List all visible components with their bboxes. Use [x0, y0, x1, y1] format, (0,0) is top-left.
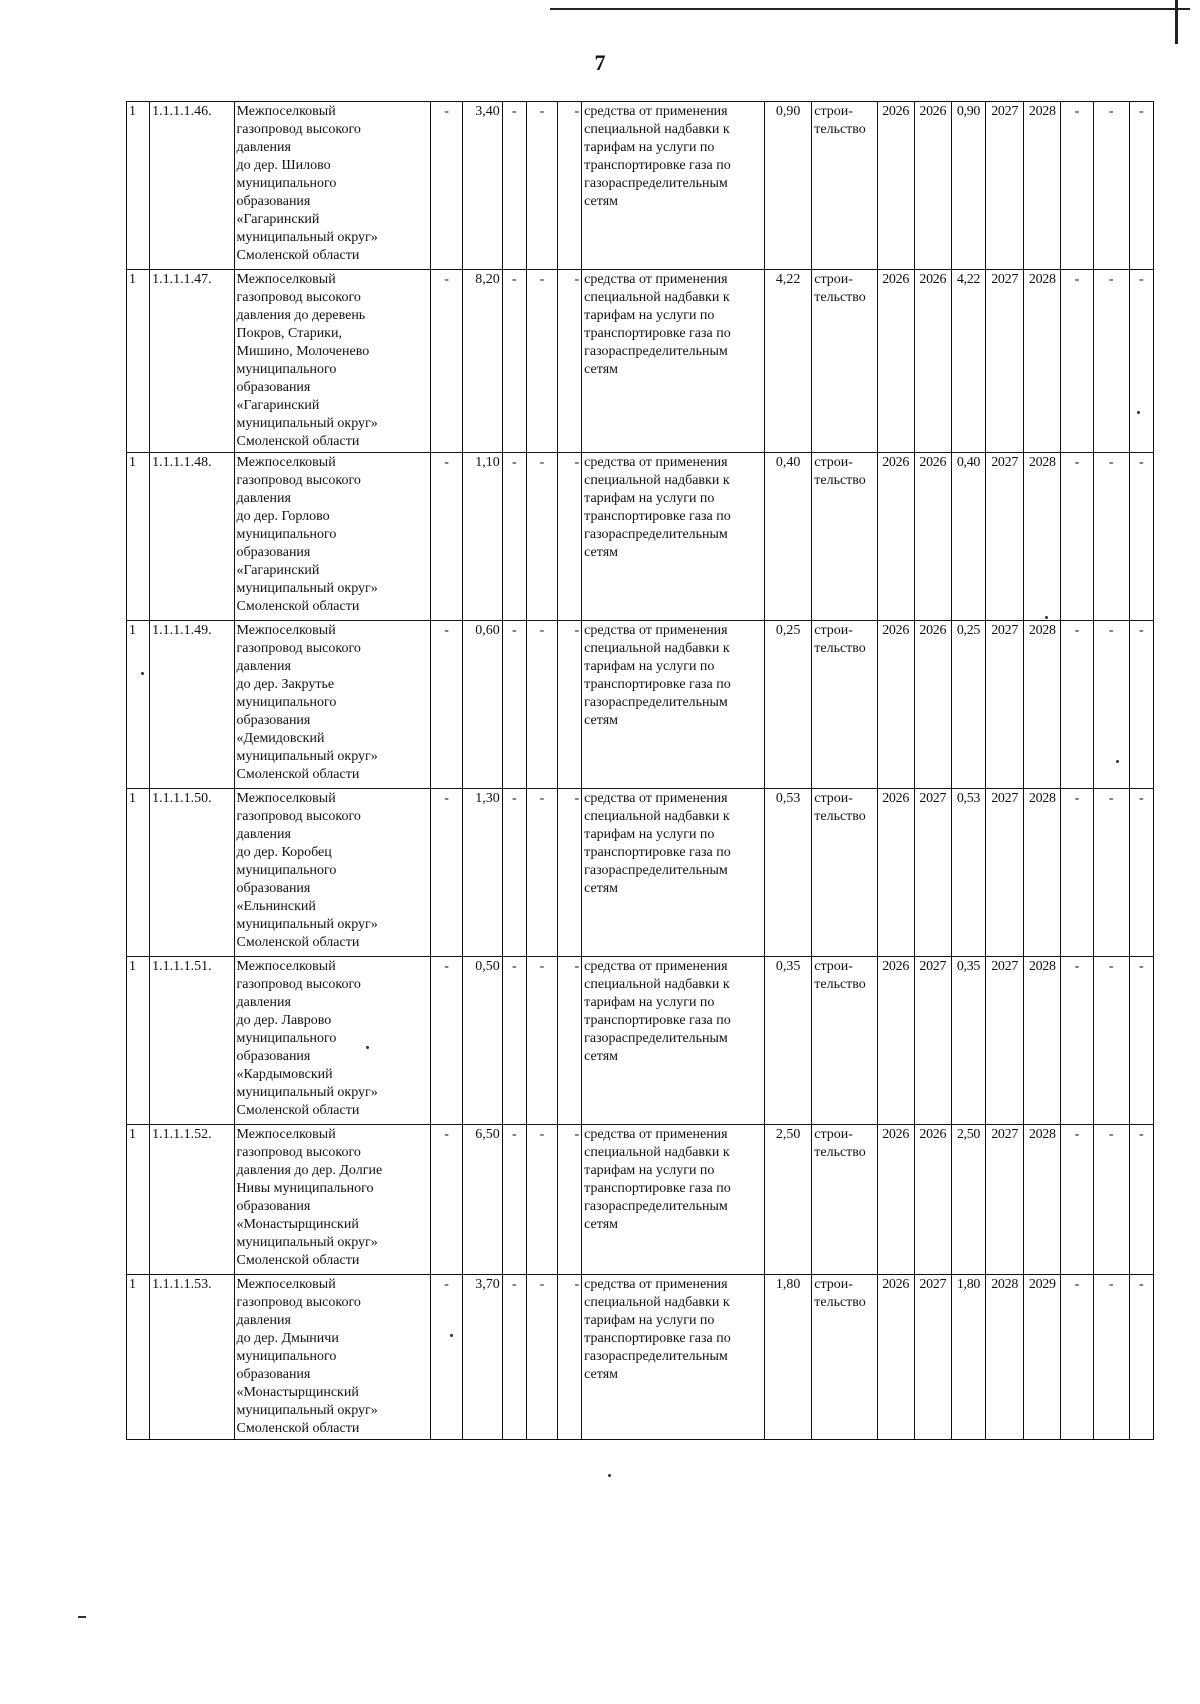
funding-amount-repeat: 0,53: [951, 789, 985, 957]
empty-value-dash: -: [1093, 1275, 1129, 1440]
year-cell: 2026: [914, 102, 951, 270]
empty-value-dash: -: [502, 1275, 526, 1440]
right-edge-mark: [1175, 0, 1178, 44]
empty-value-dash: -: [526, 270, 557, 453]
funding-amount-repeat: 4,22: [951, 270, 985, 453]
empty-value-dash: -: [1129, 789, 1153, 957]
pipeline-length: 1,30: [462, 789, 502, 957]
year-cell: 2026: [877, 789, 914, 957]
pipeline-length: 0,60: [462, 621, 502, 789]
object-name: Межпоселковый газопровод высокого давления до дер. Дмыничи муниципального образования «Монастырщинский муниципальный округ» Смоленской области: [234, 1275, 431, 1440]
funding-source: средства от применения специальной надбавки к тарифам на услуги по транспортировке газа по газораспределительным сетям: [582, 957, 765, 1125]
table-row: [127, 102, 1154, 270]
year-cell: 2026: [877, 102, 914, 270]
empty-value-dash: -: [558, 1275, 582, 1440]
year-cell: 2026: [914, 621, 951, 789]
item-code: 1.1.1.1.49.: [150, 621, 234, 789]
work-type: строи- тельство: [812, 102, 877, 270]
empty-value-dash: -: [502, 102, 526, 270]
table-row: [127, 453, 1154, 621]
table-row: [127, 270, 1154, 453]
table-row: [127, 789, 1154, 957]
empty-value-dash: -: [1061, 1125, 1093, 1275]
work-type: строи- тельство: [812, 957, 877, 1125]
object-name: Межпоселковый газопровод высокого давления до дер. Лаврово муниципального образования «Кардымовский муниципальный округ» Смоленской области: [234, 957, 431, 1125]
empty-value-dash: -: [1061, 1275, 1093, 1440]
year-cell: 2027: [986, 270, 1024, 453]
pipeline-length: 0,50: [462, 957, 502, 1125]
year-cell: 2026: [877, 1125, 914, 1275]
work-type: строи- тельство: [812, 621, 877, 789]
item-code: 1.1.1.1.52.: [150, 1125, 234, 1275]
empty-value-dash: -: [1093, 1125, 1129, 1275]
empty-value-dash: -: [502, 957, 526, 1125]
empty-value-dash: -: [1093, 102, 1129, 270]
funding-amount: 2,50: [765, 1125, 812, 1275]
work-type: строи- тельство: [812, 453, 877, 621]
funding-amount: 0,90: [765, 102, 812, 270]
row-marker: 1: [127, 957, 150, 1125]
work-type: строи- тельство: [812, 789, 877, 957]
empty-value-dash: -: [1061, 789, 1093, 957]
year-cell: 2027: [986, 102, 1024, 270]
funding-amount: 0,40: [765, 453, 812, 621]
object-name: Межпоселковый газопровод высокого давления до дер. Коробец муниципального образования «Ельнинский муниципальный округ» Смоленской области: [234, 789, 431, 957]
empty-value-dash: -: [1129, 1125, 1153, 1275]
row-marker: 1: [127, 1125, 150, 1275]
empty-value-dash: -: [558, 789, 582, 957]
row-marker: 1: [127, 102, 150, 270]
year-cell: 2026: [914, 1125, 951, 1275]
object-name: Межпоселковый газопровод высокого давления до дер. Закрутье муниципального образования «Демидовский муниципальный округ» Смоленской области: [234, 621, 431, 789]
funding-amount-repeat: 0,25: [951, 621, 985, 789]
empty-value-dash: -: [1093, 957, 1129, 1125]
year-cell: 2028: [1024, 621, 1061, 789]
empty-value-dash: -: [1093, 621, 1129, 789]
empty-value-dash: -: [558, 1125, 582, 1275]
empty-value-dash: -: [526, 453, 557, 621]
empty-value-dash: -: [526, 102, 557, 270]
scan-speck: [366, 1046, 369, 1049]
object-name: Межпоселковый газопровод высокого давления до дер. Шилово муниципального образования «Гагаринский муниципальный округ» Смоленской области: [234, 102, 431, 270]
work-type: строи- тельство: [812, 1275, 877, 1440]
table-row: [127, 1275, 1154, 1440]
funding-source: средства от применения специальной надбавки к тарифам на услуги по транспортировке газа по газораспределительным сетям: [582, 102, 765, 270]
empty-value-dash: -: [526, 957, 557, 1125]
empty-value-dash: -: [431, 957, 462, 1125]
table-body: [127, 102, 1154, 1440]
scan-speck: [450, 1334, 453, 1337]
year-cell: 2026: [877, 1275, 914, 1440]
year-cell: 2027: [914, 789, 951, 957]
empty-value-dash: -: [502, 621, 526, 789]
funding-amount-repeat: 1,80: [951, 1275, 985, 1440]
top-border-line: [550, 8, 1190, 10]
funding-amount: 1,80: [765, 1275, 812, 1440]
empty-value-dash: -: [1129, 453, 1153, 621]
work-type: строи- тельство: [812, 270, 877, 453]
scan-speck: [1045, 616, 1048, 619]
item-code: 1.1.1.1.48.: [150, 453, 234, 621]
year-cell: 2028: [1024, 957, 1061, 1125]
year-cell: 2027: [986, 1125, 1024, 1275]
empty-value-dash: -: [1129, 102, 1153, 270]
empty-value-dash: -: [1093, 789, 1129, 957]
row-marker: 1: [127, 1275, 150, 1440]
object-name: Межпоселковый газопровод высокого давления до деревень Покров, Старики, Мишино, Молоченево муниципального образования «Гагаринский муниципальный округ» Смоленской области: [234, 270, 431, 453]
funding-amount: 0,53: [765, 789, 812, 957]
row-marker: 1: [127, 621, 150, 789]
row-marker: 1: [127, 453, 150, 621]
empty-value-dash: -: [502, 270, 526, 453]
empty-value-dash: -: [431, 102, 462, 270]
pipeline-length: 3,40: [462, 102, 502, 270]
empty-value-dash: -: [526, 621, 557, 789]
year-cell: 2026: [877, 957, 914, 1125]
empty-value-dash: -: [431, 789, 462, 957]
funding-source: средства от применения специальной надбавки к тарифам на услуги по транспортировке газа по газораспределительным сетям: [582, 270, 765, 453]
pipeline-length: 6,50: [462, 1125, 502, 1275]
empty-value-dash: -: [526, 789, 557, 957]
year-cell: 2028: [1024, 453, 1061, 621]
empty-value-dash: -: [526, 1125, 557, 1275]
empty-value-dash: -: [558, 453, 582, 621]
year-cell: 2027: [986, 621, 1024, 789]
empty-value-dash: -: [558, 270, 582, 453]
year-cell: 2028: [1024, 102, 1061, 270]
funding-source: средства от применения специальной надбавки к тарифам на услуги по транспортировке газа по газораспределительным сетям: [582, 1275, 765, 1440]
empty-value-dash: -: [1061, 102, 1093, 270]
year-cell: 2028: [986, 1275, 1024, 1440]
funding-amount: 0,25: [765, 621, 812, 789]
year-cell: 2028: [1024, 789, 1061, 957]
object-name: Межпоселковый газопровод высокого давления до дер. Долгие Нивы муниципального образования «Монастырщинский муниципальный округ» Смоленской области: [234, 1125, 431, 1275]
funding-source: средства от применения специальной надбавки к тарифам на услуги по транспортировке газа по газораспределительным сетям: [582, 621, 765, 789]
scan-speck: [141, 672, 144, 675]
empty-value-dash: -: [558, 621, 582, 789]
funding-source: средства от применения специальной надбавки к тарифам на услуги по транспортировке газа по газораспределительным сетям: [582, 1125, 765, 1275]
empty-value-dash: -: [1093, 270, 1129, 453]
table-row: [127, 1125, 1154, 1275]
scan-speck: [1137, 411, 1140, 414]
year-cell: 2026: [914, 270, 951, 453]
item-code: 1.1.1.1.51.: [150, 957, 234, 1125]
scan-speck: [608, 1474, 611, 1477]
funding-amount-repeat: 2,50: [951, 1125, 985, 1275]
funding-amount: 0,35: [765, 957, 812, 1125]
scan-speck: [1116, 760, 1119, 763]
empty-value-dash: -: [1093, 453, 1129, 621]
table-row: [127, 957, 1154, 1125]
empty-value-dash: -: [431, 621, 462, 789]
table-row: [127, 621, 1154, 789]
item-code: 1.1.1.1.47.: [150, 270, 234, 453]
item-code: 1.1.1.1.46.: [150, 102, 234, 270]
year-cell: 2027: [986, 789, 1024, 957]
empty-value-dash: -: [1061, 270, 1093, 453]
year-cell: 2026: [877, 453, 914, 621]
funding-source: средства от применения специальной надбавки к тарифам на услуги по транспортировке газа по газораспределительным сетям: [582, 789, 765, 957]
row-marker: 1: [127, 270, 150, 453]
year-cell: 2027: [986, 453, 1024, 621]
funding-amount-repeat: 0,90: [951, 102, 985, 270]
item-code: 1.1.1.1.50.: [150, 789, 234, 957]
page-number: 7: [594, 50, 606, 75]
year-cell: 2026: [877, 621, 914, 789]
empty-value-dash: -: [502, 1125, 526, 1275]
row-marker: 1: [127, 789, 150, 957]
empty-value-dash: -: [431, 1125, 462, 1275]
year-cell: 2028: [1024, 1125, 1061, 1275]
year-cell: 2028: [1024, 270, 1061, 453]
funding-amount-repeat: 0,40: [951, 453, 985, 621]
item-code: 1.1.1.1.53.: [150, 1275, 234, 1440]
empty-value-dash: -: [1061, 957, 1093, 1125]
year-cell: 2027: [914, 1275, 951, 1440]
pipeline-length: 1,10: [462, 453, 502, 621]
work-type: строи- тельство: [812, 1125, 877, 1275]
empty-value-dash: -: [1129, 270, 1153, 453]
empty-value-dash: -: [526, 1275, 557, 1440]
gas-pipeline-table: [126, 101, 1154, 1440]
pipeline-length: 8,20: [462, 270, 502, 453]
empty-value-dash: -: [558, 957, 582, 1125]
empty-value-dash: -: [431, 270, 462, 453]
empty-value-dash: -: [1129, 621, 1153, 789]
year-cell: 2027: [914, 957, 951, 1125]
scan-mark: [78, 1616, 86, 1618]
year-cell: 2026: [877, 270, 914, 453]
empty-value-dash: -: [502, 789, 526, 957]
year-cell: 2029: [1024, 1275, 1061, 1440]
object-name: Межпоселковый газопровод высокого давления до дер. Горлово муниципального образования «Гагаринский муниципальный округ» Смоленской области: [234, 453, 431, 621]
pipeline-length: 3,70: [462, 1275, 502, 1440]
empty-value-dash: -: [502, 453, 526, 621]
empty-value-dash: -: [1129, 957, 1153, 1125]
year-cell: 2026: [914, 453, 951, 621]
empty-value-dash: -: [1129, 1275, 1153, 1440]
empty-value-dash: -: [431, 453, 462, 621]
empty-value-dash: -: [1061, 621, 1093, 789]
funding-amount: 4,22: [765, 270, 812, 453]
empty-value-dash: -: [431, 1275, 462, 1440]
empty-value-dash: -: [558, 102, 582, 270]
empty-value-dash: -: [1061, 453, 1093, 621]
year-cell: 2027: [986, 957, 1024, 1125]
funding-amount-repeat: 0,35: [951, 957, 985, 1125]
funding-source: средства от применения специальной надбавки к тарифам на услуги по транспортировке газа по газораспределительным сетям: [582, 453, 765, 621]
